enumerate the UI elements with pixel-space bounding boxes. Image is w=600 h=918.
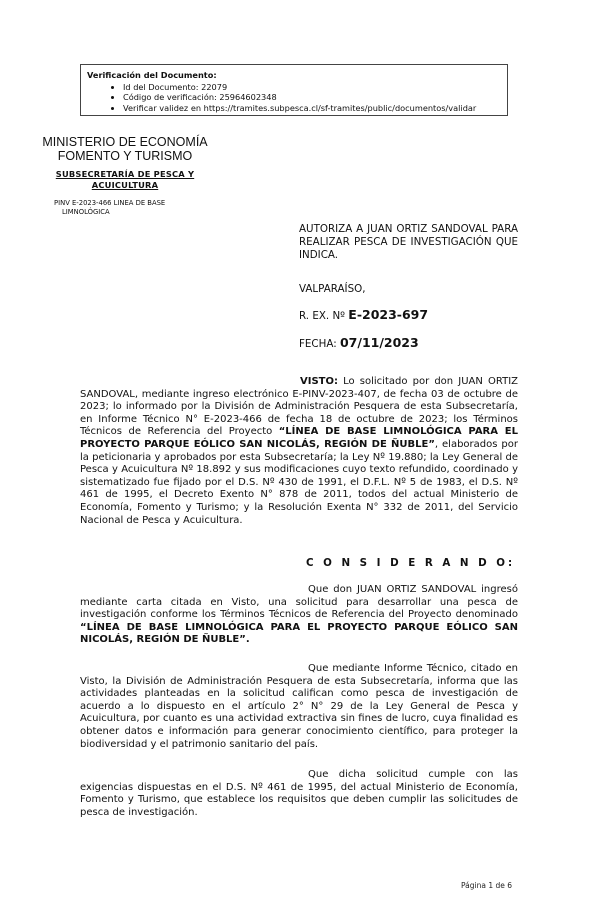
visto-text-a: Lo solicitado por don JUAN ORTIZ SANDOVAL, mediante ingreso electrónico E-PINV-2023-407, de fecha 03 de octubre de 2023; lo informado por la División de Administración Pesquera de esta Subsecretaría, en Informe Técnico N° E-2023-466 de fecha 18 de octubre de 2023; los Términos Técnicos de Referencia del Proyecto	[80, 376, 518, 438]
ministry-name	[40, 135, 210, 163]
verification-box	[80, 64, 508, 116]
rex-number: E-2023-697	[348, 307, 429, 322]
reference-line-2: LIMNOLÓGICA	[62, 208, 110, 216]
reference-line-1: PINV E-2023-466 LINEA DE BASE	[54, 199, 166, 207]
ministry-line-1: MINISTERIO DE ECONOMÍA	[42, 135, 208, 149]
p1-project: “LÍNEA DE BASE LIMNOLÓGICA PARA EL PROYECTO PARQUE EÓLICO SAN NICOLÁS, REGIÓN DE ÑUBLE”.	[80, 621, 518, 646]
place: VALPARAÍSO,	[299, 283, 366, 295]
verification-code: • Código de verificación: 25964602348	[123, 92, 501, 103]
date-value: 07/11/2023	[339, 335, 419, 350]
subsecretaria-line-2: ACUICULTURA	[91, 180, 159, 190]
subsecretaria-name	[40, 169, 210, 191]
resolution-number	[299, 307, 428, 322]
verification-url[interactable]: • Verificar validez en https://tramites.subpesca.cl/sf-tramites/public/documentos/validar	[123, 103, 501, 114]
visto-paragraph	[80, 376, 518, 527]
verification-list	[87, 82, 501, 114]
considerando-paragraph-2: Que mediante Informe Técnico, citado en Visto, la División de Administración Pesquera de esta Subsecretaría, informa que las actividades planteadas en la solicitud califican como pesca de investigación de acuerdo a lo dispuesto en el artículo 2° N° 29 de la Ley General de Pesca y Acuicultura, por cuanto es una actividad extractiva sin fines de lucro, cuya finalidad es obtener datos e información para generar conocimiento científico, para proteger la biodiversidad y el patrimonio sanitario del país.	[80, 663, 518, 750]
visto-text-b: , elaborados por la peticionaria y aprobados por esta Subsecretaría; la Ley Nº 19.880; la Ley General de Pesca y Acuicultura Nº 18.892 y sus modificaciones cuyo texto refundido, coordinado y sistematizado fue fijado por el D.S. Nº 430 de 1991, el D.F.L. Nº 5 de 1983, el D.S. Nº 461 de 1995, el Decreto Exento N° 878 de 2011, todos del actual Ministerio de Economía, Fomento y Turismo; y la Resolución Exenta N° 332 de 2011, del Servicio Nacional de Pesca y Acuicultura.	[80, 438, 518, 526]
considerando-paragraph-3: Que dicha solicitud cumple con las exigencias dispuestas en el D.S. Nº 461 de 1995, del actual Ministerio de Economía, Fomento y Turismo, que establece los requisitos que deben cumplir las solicitudes de pesca de investigación.	[80, 769, 518, 818]
date-label: FECHA:	[299, 338, 337, 350]
resolution-date	[299, 335, 419, 350]
visto-project: “LÍNEA DE BASE LIMNOLÓGICA PARA EL PROYECTO PARQUE EÓLICO SAN NICOLÁS, REGIÓN DE ÑUBLE”	[80, 426, 518, 450]
verification-title: Verificación del Documento:	[87, 70, 217, 80]
page-number: Página 1 de 6	[461, 881, 513, 890]
considerando-heading: C O N S I D E R A N D O:	[306, 557, 516, 569]
subsecretaria-line-1: SUBSECRETARÍA DE PESCA Y	[55, 169, 195, 179]
ministry-line-2: FOMENTO Y TURISMO	[57, 149, 193, 163]
rex-label: R. EX. Nº	[299, 310, 345, 322]
p1-text: Que don JUAN ORTIZ SANDOVAL ingresó mediante carta citada en Visto, una solicitud para desarrollar una pesca de investigación conforme los Términos Técnicos de Referencia del Proyecto denominado	[80, 584, 518, 621]
reference-code	[50, 199, 204, 217]
considerando-paragraph-1	[80, 584, 518, 647]
visto-label: VISTO:	[300, 376, 338, 387]
resolution-title: AUTORIZA A JUAN ORTIZ SANDOVAL PARA REALIZAR PESCA DE INVESTIGACIÓN QUE INDICA.	[299, 223, 518, 261]
document-id: • Id del Documento: 22079	[123, 82, 501, 93]
